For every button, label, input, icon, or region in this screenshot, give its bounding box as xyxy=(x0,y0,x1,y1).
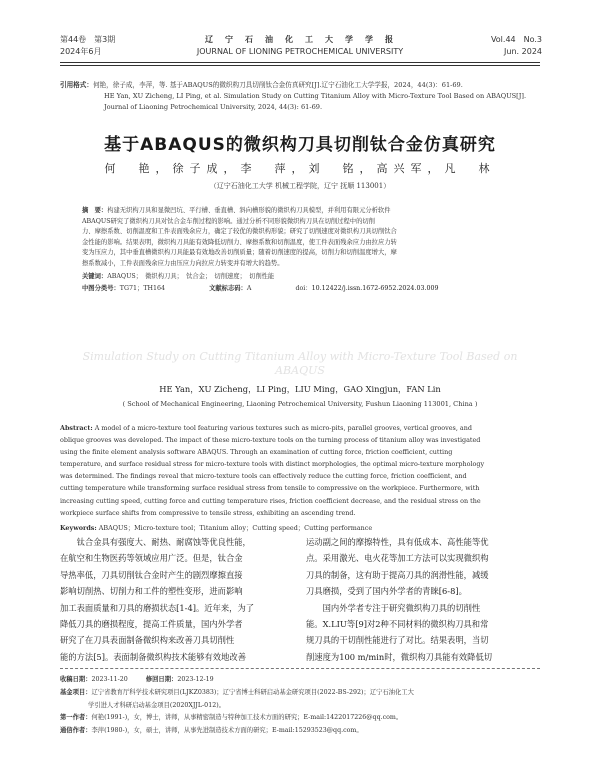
abstract-en xyxy=(60,422,544,534)
body-column-right xyxy=(306,534,542,665)
header-rule xyxy=(60,62,540,63)
abstract-en-line: workpiece surface shifts from compressive to tensile stress, exhibiting an ascending trend. xyxy=(60,508,356,517)
abstract-en-line: using the finite element analysis software ABAQUS. Through an examination of cutting force, friction coefficient, cutting xyxy=(60,448,453,457)
affiliation-en: ( School of Mechanical Engineering, Liaoning Petrochemical University, Fushun Liaoning 113001, China ) xyxy=(122,400,478,408)
date-en: Jun. 2024 xyxy=(504,47,542,56)
body-line: 钛合金具有强度大、耐热、耐腐蚀等优良性能， xyxy=(60,537,251,547)
body-line: 导热率低，刀具切削钛合金时产生的剧烈摩擦直接 xyxy=(60,569,243,580)
affiliation-cn: （辽宁石油化工大学 机械工程学院，辽宁 抚顺 113001） xyxy=(209,182,391,190)
doi[interactable]: 10.12422/j.issn.1672-6952.2024.03.009 xyxy=(311,285,439,293)
keywords-en: Keywords: ABAQUS；Micro-texture tool；Titanium alloy；Cutting speed；Cutting performance xyxy=(60,523,373,532)
classification-line: 中图分类号：TG71；TH164 文献标志码：A doi：10.12422/j.issn.1672-6952.2024.03.009 xyxy=(82,285,439,293)
footnote-rule xyxy=(60,668,540,669)
body-line: 能的方法[5]。表面制备微织构技术能够有效地改善 xyxy=(60,651,246,662)
abstract-cn-line: ABAQUS研究了微织构刀具对钛合金车削过程的影响。通过分析不同形貌微织构刀具在切削过程中的切削 xyxy=(82,217,375,225)
abstract-cn-line: 摘 要：构建无织构刀具和显微凹坑、平行槽、垂直槽、斜向槽形貌的微织构刀具模型，并利用有限元分析软件 xyxy=(82,207,391,214)
body-line: 削速度为100 m/min时，微织构刀具能有效降低切 xyxy=(306,651,493,662)
date-cn: 2024年6月 xyxy=(60,47,102,56)
abstract-cn-line: 擦系数减小，工件表面残余应力由压应力向拉应力转变并有增大的趋势。 xyxy=(82,259,284,267)
citation-block xyxy=(60,80,544,113)
citation-en: HE Yan, XU Zicheng, LI Ping, et al. Simulation Study on Cutting Titanium Alloy with Micro-Texture Tool Based on ABAQUS[J]. Journal of Liaoning Petrochemical University, 2024, 44(3): 61-69. xyxy=(104,92,527,111)
body-line: 研究了在刀具表面制备微织构来改善刀具切削性 xyxy=(60,635,235,646)
fund-info-cont: 学引进人才科研启动基金项目(2020XJJL-012)。 xyxy=(88,701,225,709)
authors-en: HE Yan，XU Zicheng，LI Ping，LIU Ming，GAO Xingjun，FAN Lin xyxy=(159,384,441,394)
body-line: 能。X.LIU等[9]对2种不同材料的微织构刀具和常 xyxy=(306,619,489,630)
abstract-cn-line: 力、摩擦系数、切削温度和工件表面残余应力，确定了较优的微织构形貌；研究了切削速度对微织构刀具切削钛合 xyxy=(82,228,397,236)
body-column-left xyxy=(60,534,296,665)
body-line: 国内外学者专注于研究微织构刀具的切削性 xyxy=(306,602,481,613)
body-line: 加工表面质量和刀具的磨损状态[1-4]。近年来，为了 xyxy=(60,602,255,613)
abstract-cn xyxy=(82,206,522,295)
abstract-en-line: oblique grooves was developed. The impact of these micro-texture tools on the turning process of titanium alloy was investigated xyxy=(60,436,481,445)
journal-name-en: JOURNAL OF LIONING PETROCHEMICAL UNIVERSITY xyxy=(196,47,404,56)
journal-name-cn: 辽 宁 石 油 化 工 大 学 学 报 xyxy=(205,35,395,44)
body-line: 点。采用激光、电火花等加工方法可以实现微织构 xyxy=(306,553,489,564)
body-line: 在航空和生物医药等领域应用广泛。但是，钛合金 xyxy=(60,553,243,564)
footnotes xyxy=(60,674,544,738)
authors-cn: 何 艳，徐子成，李 萍，刘 铭，高兴军，凡 林 xyxy=(104,162,496,175)
volume-issue-en: Vol.44 No.3 xyxy=(490,35,542,44)
citation-cn: 引用格式：何艳，徐子成，李萍，等. 基于ABAQUS的微织构刀具切削钛合金仿真研究[J].辽宁石油化工大学学报，2024，44(3)：61-69. xyxy=(60,81,463,89)
abstract-en-line: cutting temperature while transforming surface residual stress from tensile to compressive on the workpiece. Furthermore, with xyxy=(60,484,480,493)
abstract-en-line: Abstract: A model of a micro-texture tool featuring various textures such as micro-pits, parallel grooves, vertical grooves, and xyxy=(60,424,472,432)
abstract-en-line: temperature, and surface residual stress for micro-texture tools with distinct morphologies, the optimal micro-texture morphology xyxy=(60,460,485,469)
fund-info: 基金项目：辽宁省教育厅科学技术研究项目(LJKZ0383)；辽宁省博士科研启动基金研究项目(2022-BS-292)；辽宁石油化工大 xyxy=(60,688,414,696)
body-line: 运动副之间的摩擦特性，具有低成本、高性能等优 xyxy=(306,537,489,547)
body-line: 影响切削热、切削力和工件的塑性变形，进而影响 xyxy=(60,586,243,597)
volume-issue-cn: 第44卷 第3期 xyxy=(60,35,116,44)
paper-title-en: Simulation Study on Cutting Titanium Alloy with Micro-Texture Tool Based on ABAQUS xyxy=(82,350,518,377)
body-line: 刀具磨损，受到了国内外学者的青睐[6-8]。 xyxy=(306,586,467,597)
first-author: 第一作者：何艳(1991-)，女，博士，讲师，从事精密制造与特种加工技术方面的研究；E-mail:1422017226@qq.com。 xyxy=(60,714,403,722)
header-right xyxy=(491,34,542,58)
body-line: 规刀具的干切削性能进行了对比。结果表明，当切 xyxy=(306,635,489,646)
abstract-cn-line: 金性能的影响。结果表明，微织构刀具能有效降低切削力、摩擦系数和切削温度，使工件表面残余应力由拉应力转 xyxy=(82,238,397,246)
body-line: 刀具的制备，这有助于提高刀具的润滑性能，减缓 xyxy=(306,569,489,580)
keywords-cn: 关键词：ABAQUS； 微织构刀具； 钛合金； 切削速度； 切削性能 xyxy=(82,272,275,280)
document-code: A xyxy=(246,285,252,293)
abstract-cn-line: 变为压应力，其中垂直槽微织构刀具能最有效地改善切削质量；随着切削速度的提高，切削力和切削温度增大，摩 xyxy=(82,249,397,257)
header-rule-thin xyxy=(60,65,540,66)
paper-title: 基于ABAQUS的微织构刀具切削钛合金仿真研究 xyxy=(104,135,496,155)
received-dates: 收稿日期：2023-11-20 修回日期：2023-12-19 xyxy=(60,676,214,683)
abstract-en-line: was determined. The findings reveal that micro-texture tools can effectively reduce the cutting force, friction coefficient, and xyxy=(60,472,467,481)
clc-number: TG71；TH164 xyxy=(119,285,166,293)
body-line: 降低刀具的磨损程度，提高工件质量，国内外学者 xyxy=(60,619,243,630)
abstract-en-line: increasing cutting speed, cutting force and cutting temperature rises, friction coefficient decrease, and the residual stress on the xyxy=(60,496,481,505)
corresponding-author: 通信作者：李萍(1980-)，女，硕士，讲师，从事先进制造技术方面的研究；E-mail:15293523@qq.com。 xyxy=(60,727,363,735)
